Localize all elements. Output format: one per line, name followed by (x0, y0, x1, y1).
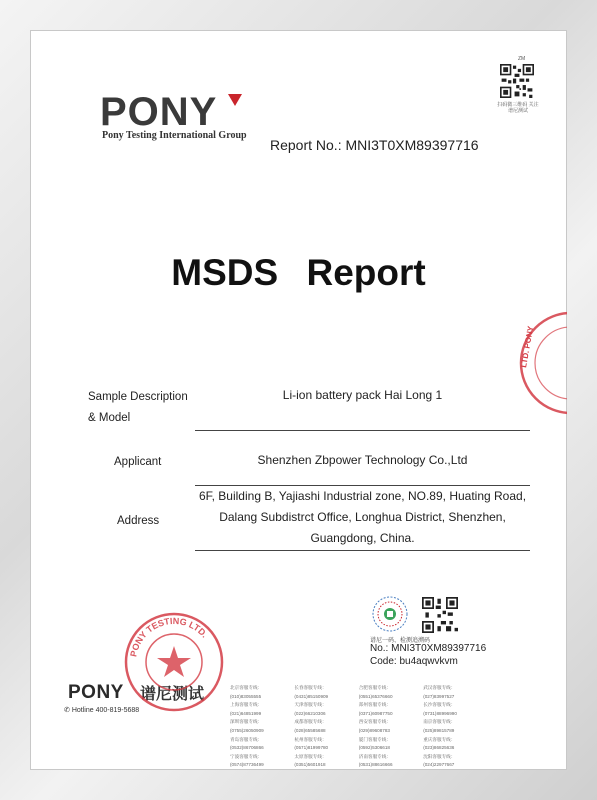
sample-label-line-2: & Model (88, 412, 131, 424)
address-line-2: Dalang Subdistrct Office, Longhua District, Shenzhen, (219, 510, 506, 524)
footer-contact-item: 青岛客服专线：(0532)86706866 (230, 736, 264, 751)
official-seal-stamp (122, 610, 226, 714)
footer-contact-item: 重庆客服专线：(023)86825636 (423, 736, 456, 751)
hotline-text: Hotline 400-819-5688 (71, 707, 140, 714)
footer-contact-item (488, 753, 550, 770)
applicant-label: Applicant (114, 456, 162, 468)
footer-contact-item: 沈阳客服专线：(024)22977667 (423, 753, 456, 768)
pony-logo: PONY (100, 90, 218, 134)
sample-label-line-1: Sample Description (88, 391, 188, 403)
report-title: MSDS Report (171, 252, 426, 293)
footer-contact-item: 西安客服专线：(029)89608783 (358, 719, 391, 733)
qr-top-label: ZM (518, 56, 526, 62)
verification-qr-code-icon (422, 597, 458, 633)
footer-contact-item: 武汉客服专线：(027)83997527 (423, 685, 456, 699)
footer-contact-item: 太原客服专线：(0351)5601918 (294, 753, 327, 768)
footer-contact-item: 郑州客服专线：(0371)60987750 (358, 702, 393, 716)
footer-chinese-name: 谱尼测试 (140, 686, 205, 703)
verification-code: Code: bu4aqwvkvm (370, 656, 458, 667)
footer-contact-item: 天津客服专线：(022)66210306 (294, 702, 327, 716)
footer-contact-item: 杭州客服专线：(0571)81999780 (294, 736, 329, 751)
verification-label: 谱尼一码、检测追溯码 (370, 638, 431, 644)
divider-line (195, 430, 530, 431)
address-line-1: 6F, Building B, Yajiashi Industrial zone, NO.89, Huating Road, (198, 489, 527, 503)
footer-contact-item: 厦门客服专线：(0592)5306618 (358, 736, 391, 751)
verification-numbers (370, 642, 486, 668)
footer-contact-item: 长沙客服专线：(0731)88996990 (423, 702, 457, 716)
address-value (180, 486, 545, 549)
address-label: Address (117, 515, 160, 527)
applicant-value: Shenzhen Zbpower Technology Co.,Ltd (257, 453, 468, 467)
footer-contact-item (488, 718, 550, 735)
footer-contact-item: 济南客服专线：(0531)88616666 (358, 753, 393, 768)
footer-contact-item: 深圳客服专线：(0755)26050909 (230, 719, 264, 733)
address-line-3: Guangdong, China. (310, 531, 415, 545)
footer-pony-logo: PONY (68, 682, 124, 703)
logo-subtitle: Pony Testing International Group (102, 130, 247, 141)
footer-contact-grid (230, 684, 550, 770)
footer-contact-item: 南京客服专线：(025)89815789 (423, 719, 456, 733)
footer-contact-item: 北京客服专线：(010)83055555 (230, 685, 263, 699)
footer-contact-item: 长春客服专线：(0431)85150909 (294, 685, 329, 699)
sample-description-label (88, 387, 188, 429)
footer-contact-item: 宁波客服专线：(0574)87736499 (230, 753, 264, 768)
verification-report-number: No.: MNI3T0XM89397716 (370, 643, 487, 654)
phone-icon: ✆ (64, 707, 70, 714)
svg-text:PONY TESTING LTD.: PONY TESTING LTD. (128, 615, 210, 658)
footer-contact-item (488, 736, 550, 753)
svg-text:LTD. PONY: LTD. PONY (519, 325, 536, 369)
divider-line (195, 550, 530, 551)
logo-accent-triangle-icon (228, 94, 242, 106)
footer-contact-item: 上海客服专线：(021)64851999 (230, 702, 263, 716)
verification-badge-icon (372, 596, 408, 632)
footer-contact-item: 成都客服专线：(028)65585688 (294, 719, 327, 733)
sample-description-value: Li-ion battery pack Hai Long 1 (282, 388, 443, 402)
footer-contact-item (488, 701, 550, 718)
footer-contact-item: 合肥客服专线：(0551)65376660 (358, 685, 393, 699)
footer-contact-item (488, 684, 550, 701)
qr-top-caption: 扫码微三维码 关注谱尼测试 (497, 102, 539, 114)
qr-code-icon (500, 64, 534, 98)
certificate-page (30, 30, 567, 770)
report-number: Report No.: MNI3T0XM89397716 (270, 137, 479, 153)
edge-seal-stamp (516, 308, 567, 418)
